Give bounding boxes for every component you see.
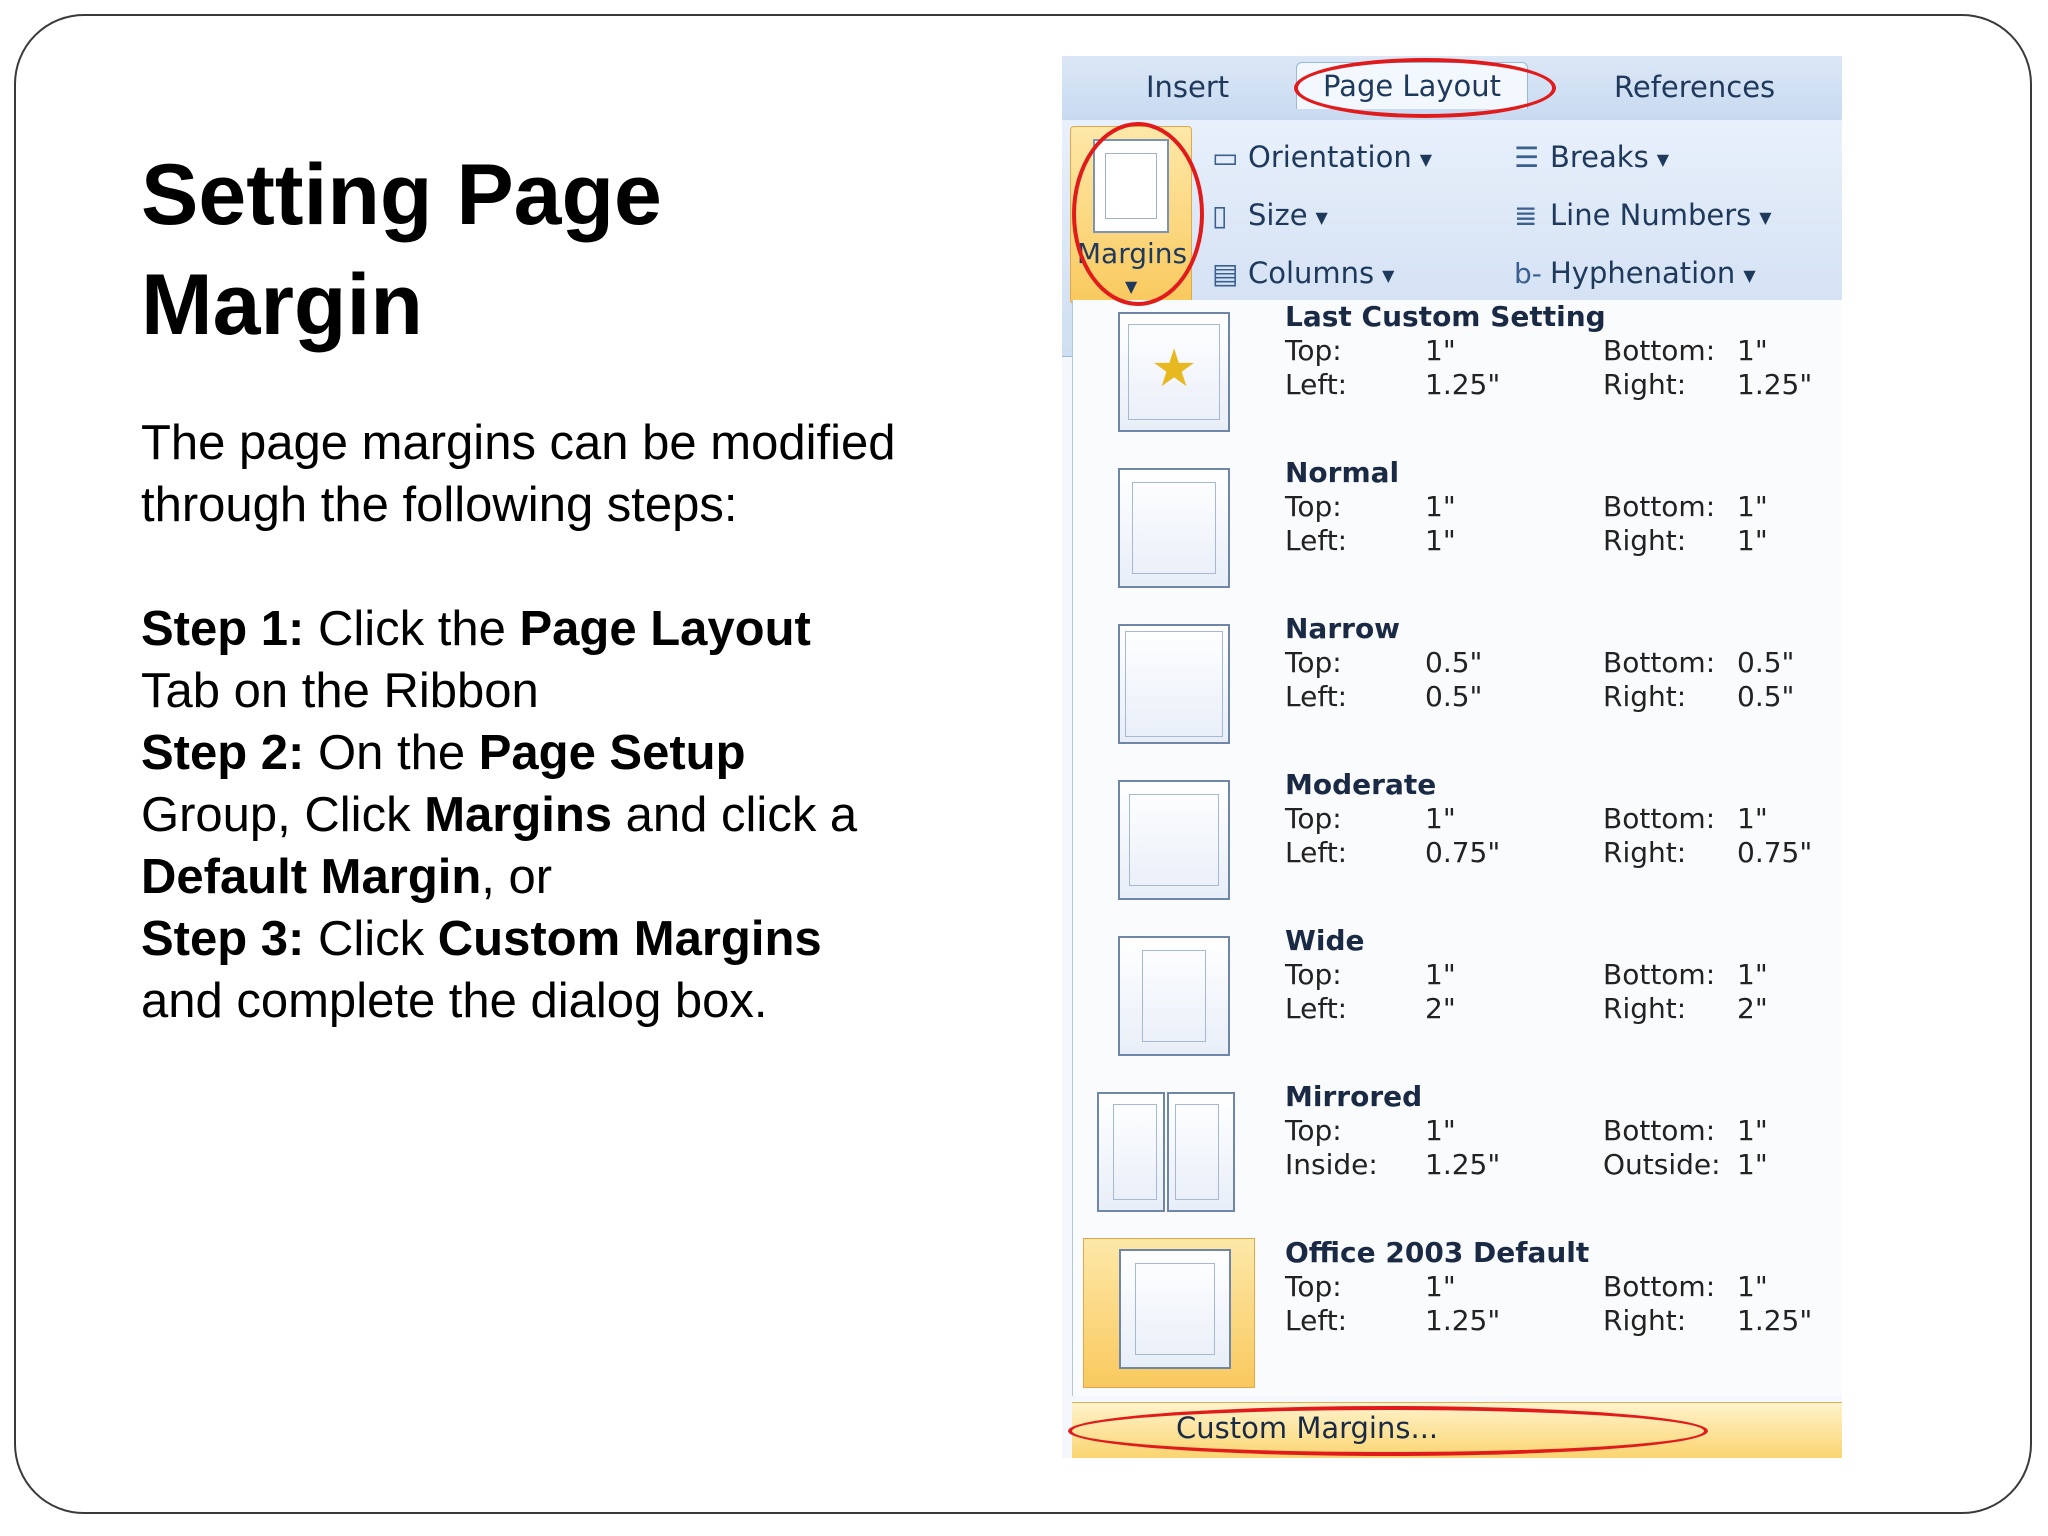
margin-option-normal[interactable]: Normal Top: 1" Bottom: 1" Left: 1" Right: 1" [1073,456,1842,612]
title-line-1: Setting Page [141,147,662,243]
orientation-button[interactable]: ▭ Orientation ▼ [1212,140,1433,174]
hyphenation-button[interactable]: b‑ Hyphenation ▼ [1514,256,1756,290]
columns-icon: ▤ [1212,257,1239,290]
margins-dropdown-list [1072,300,1842,1396]
chevron-down-icon: ▼ [1743,265,1756,285]
chevron-down-icon: ▼ [1382,265,1395,285]
margins-label: Margins [1076,237,1188,270]
chevron-down-icon: ▼ [1125,277,1138,296]
page-margin-thumbnail [1118,936,1230,1056]
step-1-text: Click the [304,602,520,656]
chevron-down-icon: ▼ [1656,149,1670,169]
highlight-oval-margins [1072,122,1204,306]
size-icon: ▯ [1212,199,1228,232]
step-2-line-2: Group, Click Margins and click a [141,788,858,842]
step-1-bold: Page Layout [519,602,811,656]
margin-option-name: Narrow [1285,612,1401,645]
margin-option-name: Normal [1285,456,1400,489]
line-numbers-button[interactable]: ≣ Line Numbers ▼ [1514,198,1772,232]
step-1-line-2: Tab on the Ribbon [141,664,539,718]
highlight-oval-page-layout [1294,58,1556,118]
hyphenation-icon: b‑ [1514,257,1542,290]
step-2-bold-default-margin: Default Margin [141,850,482,904]
step-3-bold: Custom Margins [437,912,822,966]
line-numbers-icon: ≣ [1514,199,1538,232]
slide-body [141,412,1021,1032]
margin-option-name: Last Custom Setting [1285,300,1606,333]
step-3-line-2: and complete the dialog box. [141,974,768,1028]
margin-option-name: Wide [1285,924,1365,957]
columns-button[interactable]: ▤ Columns ▼ [1212,256,1395,290]
page-margin-thumbnail [1167,1092,1235,1212]
step-1-line-1 [141,598,1021,660]
page-margin-thumbnail [1118,624,1230,744]
chevron-down-icon: ▼ [1419,149,1433,169]
star-icon: ★ [1150,339,1198,399]
tab-references[interactable]: References [1614,70,1776,104]
step-2-bold-margins: Margins [424,788,613,842]
chevron-down-icon: ▼ [1759,207,1772,227]
step-1-label: Step 1: [141,602,305,656]
tab-page-layout[interactable]: Page Layout [1296,62,1528,109]
margin-option-name: Mirrored [1285,1080,1423,1113]
intro-line-1: The page margins can be modified [141,416,896,470]
breaks-button[interactable]: ☰ Breaks ▼ [1514,140,1670,174]
margin-option-office-2003-default[interactable]: Office 2003 Default Top: 1" Bottom: 1" Left: 1.25" Right: 1.25" [1073,1236,1842,1392]
page-margin-thumbnail [1119,1249,1231,1369]
step-2-line-1 [141,722,1021,784]
chevron-down-icon: ▼ [1315,207,1328,227]
margin-option-name: Office 2003 Default [1285,1236,1590,1269]
margin-option-name: Moderate [1285,768,1437,801]
margin-option-mirrored[interactable]: Mirrored Top: 1" Bottom: 1" Inside: 1.25" Outside: 1" [1073,1080,1842,1236]
step-3-line-1: Step 3: Click Custom Margins [141,912,822,966]
slide-title [141,140,941,360]
custom-margins-label: Custom Margins... [1176,1411,1439,1445]
margin-option-wide[interactable]: Wide Top: 1" Bottom: 1" Left: 2" Right: 2" [1073,924,1842,1080]
margin-option-last-custom[interactable]: ★ Last Custom Setting Top: 1" Bottom: 1" Left: 1.25" Right: 1.25" [1073,300,1842,456]
intro-line-2: through the following steps: [141,478,738,532]
page-margin-thumbnail [1097,1092,1165,1212]
title-line-2: Margin [141,257,423,353]
size-button[interactable]: ▯ Size ▼ [1212,198,1328,232]
step-2-label: Step 2: [141,726,305,780]
breaks-icon: ☰ [1514,141,1540,174]
page-margin-thumbnail [1118,468,1230,588]
margin-option-narrow[interactable]: Narrow Top: 0.5" Bottom: 0.5" Left: 0.5" Right: 0.5" [1073,612,1842,768]
page-margin-thumbnail [1118,780,1230,900]
step-2-line-3: Default Margin, or [141,850,553,904]
tab-insert[interactable]: Insert [1146,70,1230,104]
page-margin-thumbnail [1118,312,1230,432]
step-2-bold-page-setup: Page Setup [478,726,746,780]
word-margins-screenshot [1062,56,1842,1458]
step-3-label: Step 3: [141,912,305,966]
highlight-oval-custom-margins [1068,1406,1708,1456]
orientation-icon: ▭ [1212,141,1239,174]
step-2-text: On the [304,726,479,780]
margin-option-moderate[interactable]: Moderate Top: 1" Bottom: 1" Left: 0.75" Right: 0.75" [1073,768,1842,924]
